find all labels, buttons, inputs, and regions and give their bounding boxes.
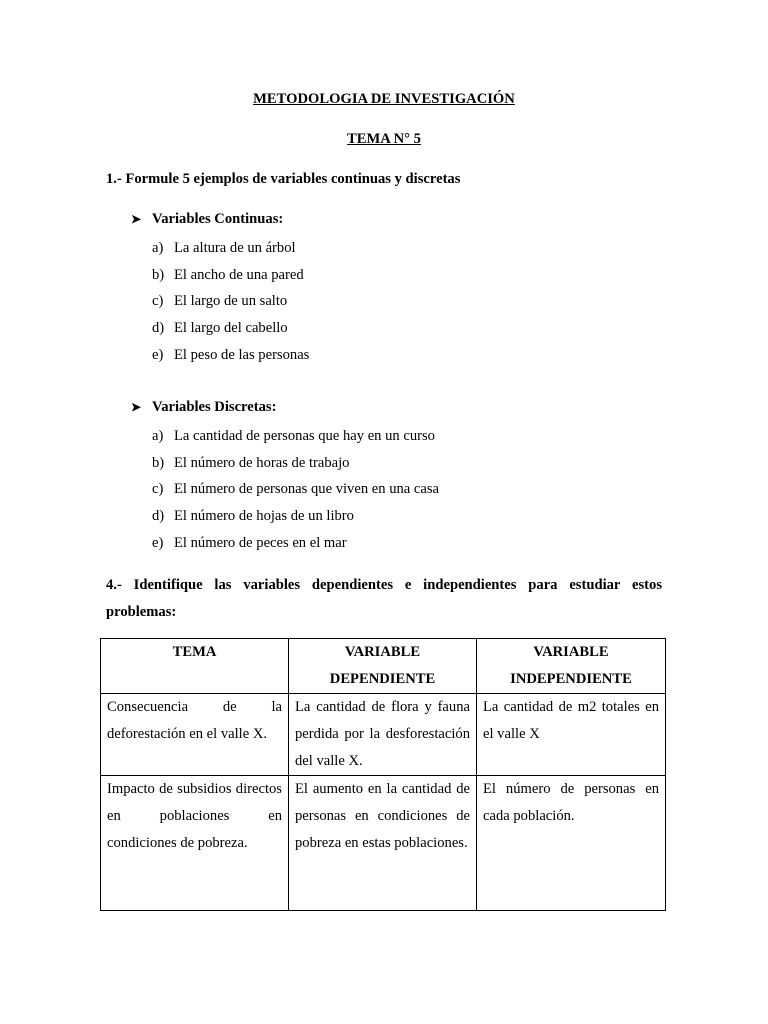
list-item-text: El peso de las personas bbox=[174, 346, 310, 363]
list-marker: d) bbox=[152, 508, 165, 525]
table-cell: La cantidad de m2 totales en el valle X bbox=[477, 694, 666, 776]
list-item-text: El largo del cabello bbox=[174, 320, 288, 337]
list-marker: e) bbox=[152, 534, 164, 551]
table-header-variable-dependiente: VARIABLE DEPENDIENTE bbox=[289, 639, 477, 694]
list-item-text: La altura de un árbol bbox=[174, 240, 296, 256]
list-item-text: El largo de un salto bbox=[174, 293, 288, 310]
table-row bbox=[101, 776, 666, 911]
list-marker: b) bbox=[152, 266, 165, 283]
list-marker: e) bbox=[152, 346, 164, 363]
table-cell: Impacto de subsidios directos en poblaciones en condiciones de pobreza. bbox=[101, 776, 289, 911]
table-cell: Consecuencia de la deforestación en el valle X. bbox=[101, 694, 289, 776]
list-item-text: La cantidad de personas que hay en un curso bbox=[174, 428, 435, 444]
list-item-text: El número de peces en el mar bbox=[174, 534, 347, 551]
document-subtitle: TEMA N° 5 bbox=[347, 131, 421, 147]
table-cell: La cantidad de flora y fauna perdida por la desforestación del valle X. bbox=[289, 694, 477, 776]
variables-table bbox=[100, 638, 666, 911]
list-marker: b) bbox=[152, 454, 165, 471]
list-marker: d) bbox=[152, 320, 165, 337]
question-1: 1.- Formule 5 ejemplos de variables continuas y discretas bbox=[106, 171, 461, 187]
list-marker: c) bbox=[152, 293, 164, 310]
table-header-row bbox=[101, 639, 666, 694]
table-header-tema: TEMA bbox=[101, 639, 289, 694]
question-4: 4.- Identifique las variables dependientes e independientes para estudiar estos problemas: bbox=[106, 577, 662, 620]
list-marker: a) bbox=[152, 240, 164, 256]
section-heading-text: Variables Discretas: bbox=[152, 399, 277, 415]
table-header-variable-independiente: VARIABLE INDEPENDIENTE bbox=[477, 639, 666, 694]
arrowhead-bullet-icon: ➤ bbox=[131, 212, 142, 226]
table-row bbox=[101, 694, 666, 776]
section-heading-text: Variables Continuas: bbox=[152, 211, 284, 227]
list-item-text: El número de horas de trabajo bbox=[174, 454, 350, 471]
list-item-text: El número de hojas de un libro bbox=[174, 508, 354, 525]
list-marker: a) bbox=[152, 428, 164, 444]
list-marker: c) bbox=[152, 481, 164, 498]
table-cell: El número de personas en cada población. bbox=[477, 776, 666, 911]
table-cell: El aumento en la cantidad de personas en condiciones de pobreza en estas poblaciones. bbox=[289, 776, 477, 911]
list-item-text: El ancho de una pared bbox=[174, 266, 304, 283]
list-item-text: El número de personas que viven en una casa bbox=[174, 481, 440, 498]
arrowhead-bullet-icon: ➤ bbox=[131, 400, 142, 414]
document-title: METODOLOGIA DE INVESTIGACIÓN bbox=[253, 91, 515, 107]
